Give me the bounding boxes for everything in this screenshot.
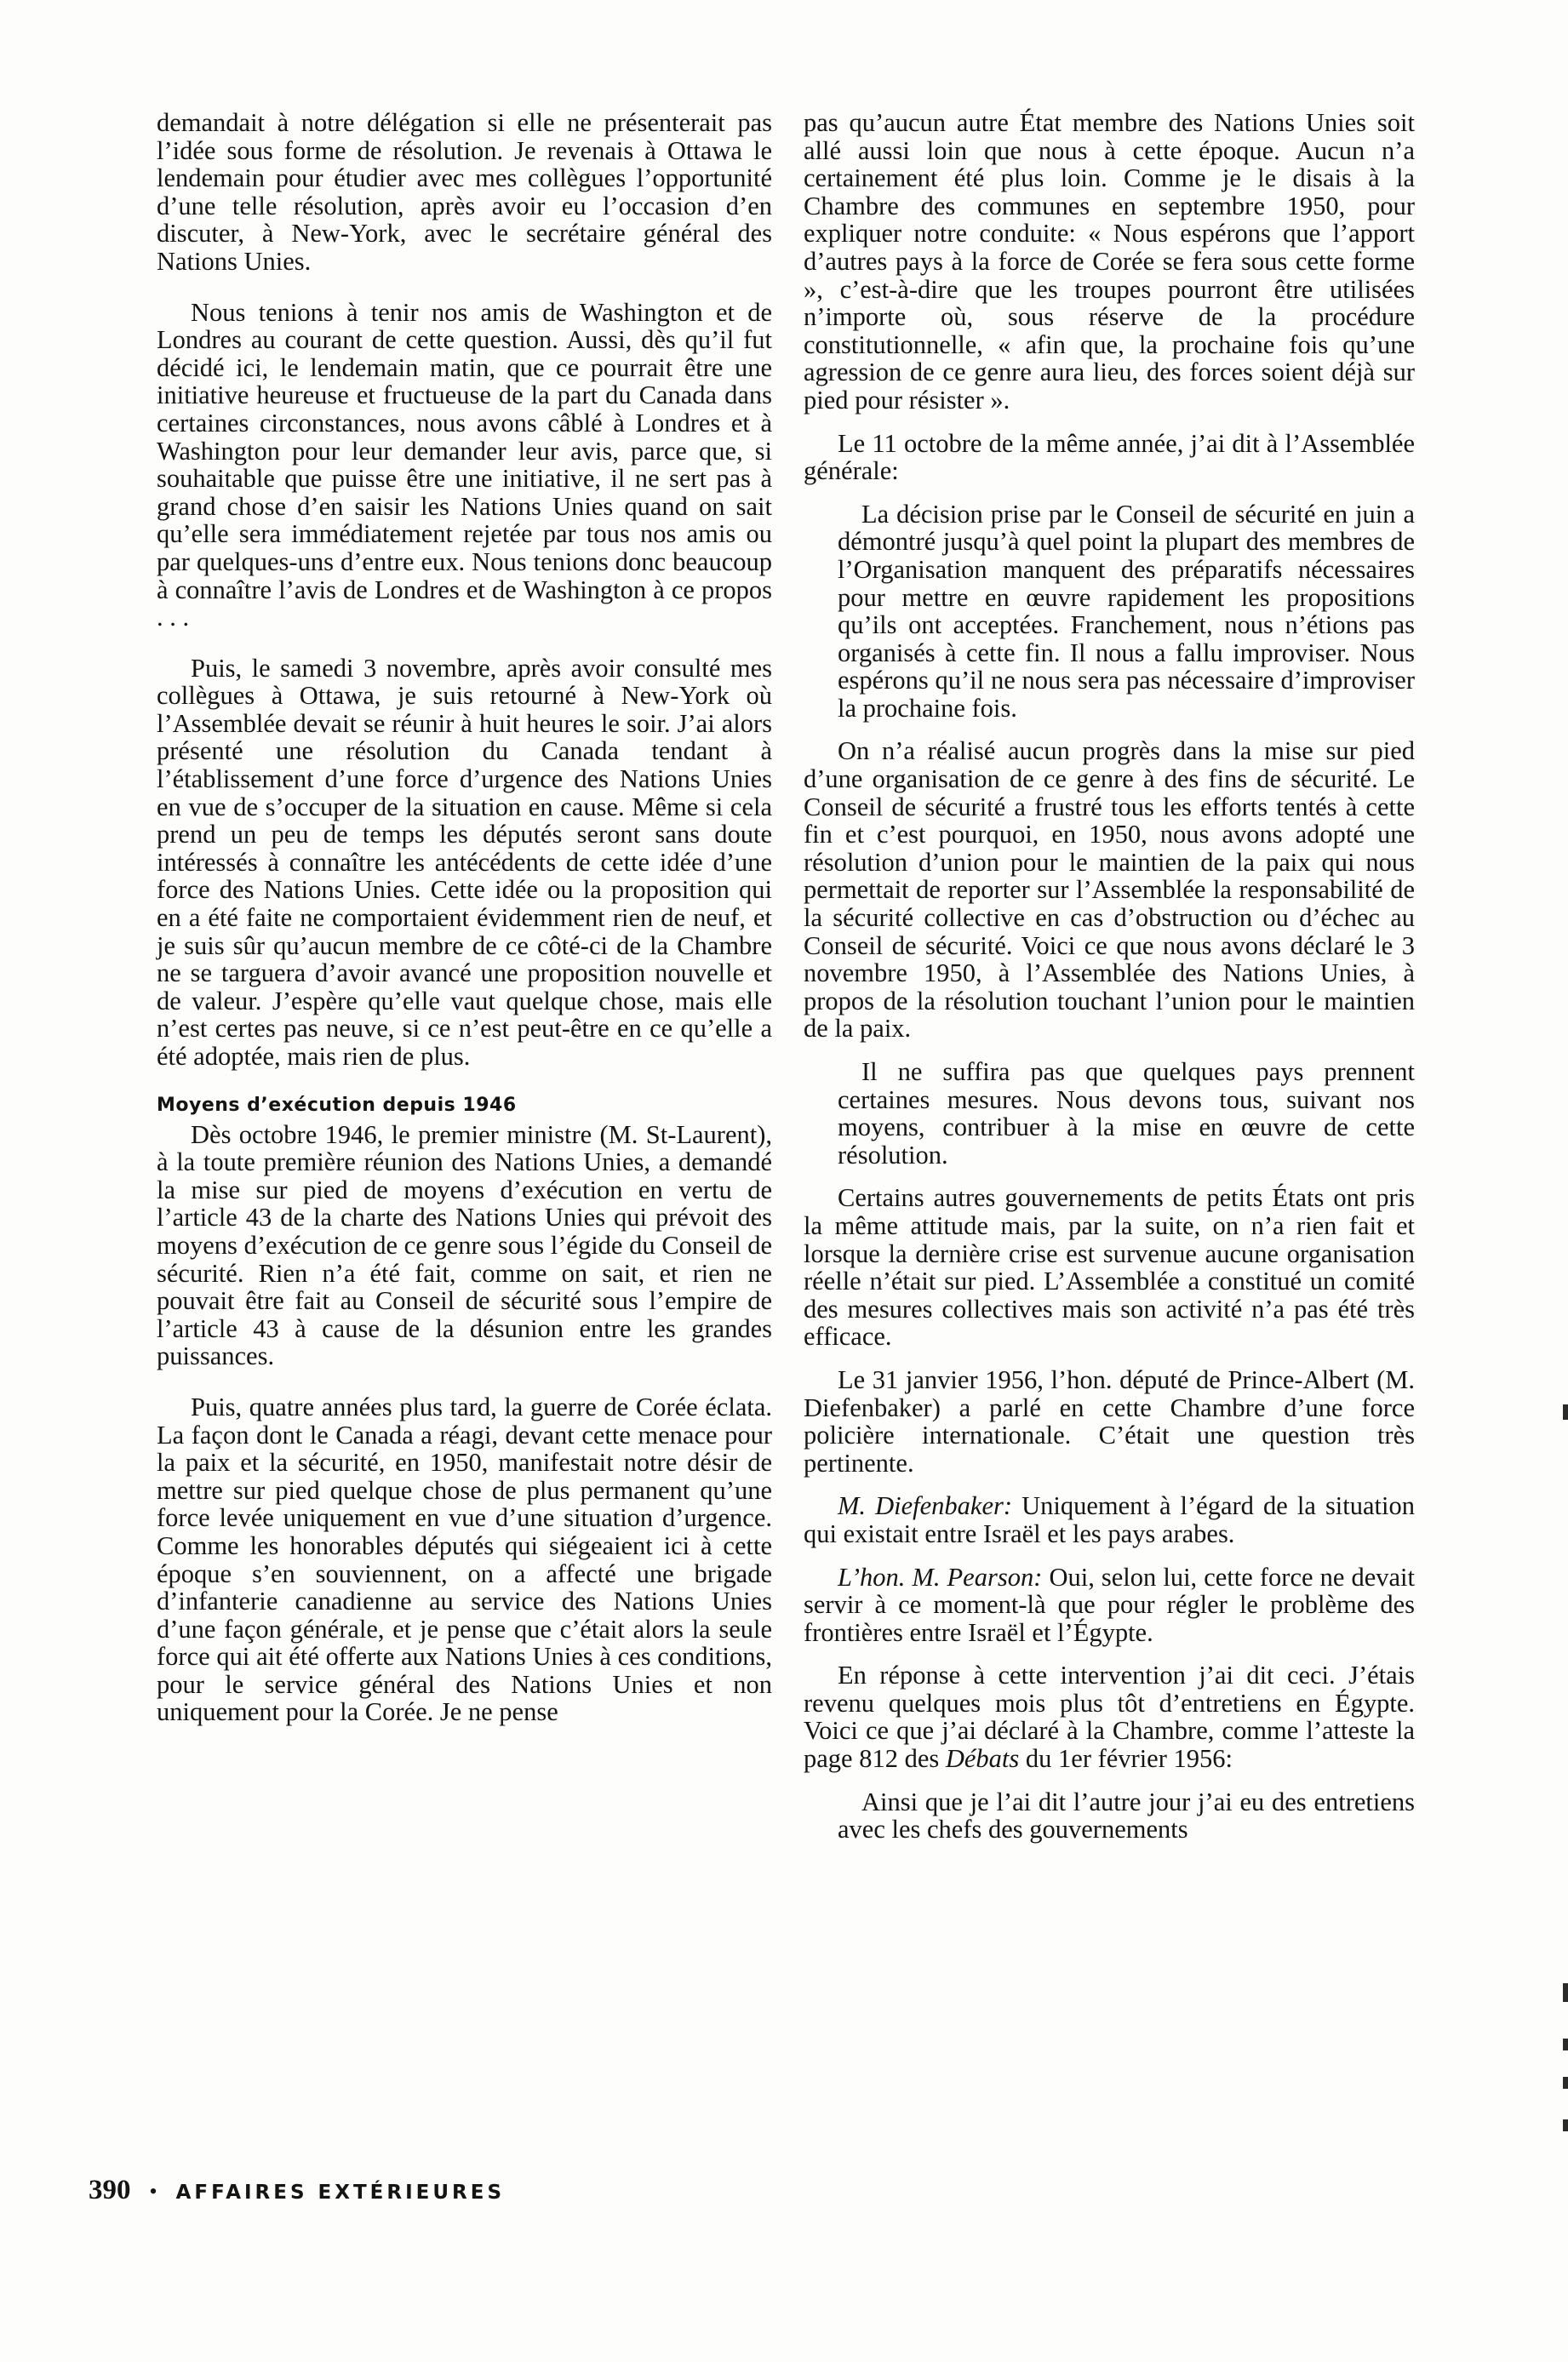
body-paragraph: Nous tenions à tenir nos amis de Washington et de Londres au courant de cette question. Aussi, dès qu’il fut décidé ici, le lendemain matin, que ce pourrait être une initiative heureuse et fructueuse de la part du Canada dans certaines circonstances, nous avons câblé à Londres et à Washington pour leur demander leur avis, parce que, si souhaitable que puisse être une initiative, il ne sert pas à grand chose d’en saisir les Nations Unies quand on sait qu’elle sera immédiatement rejetée par tous nos amis ou par quelques-uns d’entre eux. Nous tenions donc beaucoup à connaître l’avis de Londres et de Washington à ce propos . . . [157, 297, 772, 632]
scan-edge-mark [1563, 2119, 1568, 2131]
body-paragraph: Puis, quatre années plus tard, la guerre de Corée éclata. La façon dont le Canada a réagi, devant cette menace pour la paix et la sécurité, en 1950, manifestait notre désir de mettre sur pied quelque chose de plus permanent qu’une force levée uniquement en vue d’une situation d’urgence. Comme les honorables députés qui siégeaient ici à cette époque s’en souviennent, on a affecté une brigade d’infanterie canadienne au service des Nations Unies d’une façon générale, et je pense que c’était alors la seule force qui ait été offerte aux Nations Unies à ces conditions, pour le service général des Nations Unies et non uniquement pour la Corée. Je ne pense [157, 1392, 772, 1727]
body-paragraph [804, 1661, 1415, 1772]
body-paragraph: demandait à notre délégation si elle ne présenterait pas l’idée sous forme de résolution. Je revenais à Ottawa le lendemain pour étudier avec mes collègues l’opportunité d’une telle résolution, après avoir eu l’occasion d’en discuter, à New-York, avec le secrétaire général des Nations Unies. [157, 108, 772, 276]
dialogue-paragraph [804, 1492, 1415, 1547]
body-paragraph: On n’a réalisé aucun progrès dans la mise sur pied d’une organisation de ce genre à des fins de sécurité. Le Conseil de sécurité a frustré tous les efforts tentés à cette fin et c’est pourquoi, en 1950, nous avons adopté une résolution d’union pour le maintien de la paix qui nous permettait de reporter sur l’Assemblée la responsabilité de la sécurité collective en cas d’obstruction ou d’échec au Conseil de sécurité. Voici ce que nous avons déclaré le 3 novembre 1950, à l’Assemblée des Nations Unies, à propos de la résolution touchant l’union pour le maintien de la paix. [804, 736, 1415, 1044]
footer-separator: • [149, 2179, 157, 2204]
page-footer [89, 2175, 505, 2209]
scan-edge-mark [1563, 1983, 1568, 2002]
body-paragraph: Le 11 octobre de la même année, j’ai dit à l’Assemblée générale: [804, 428, 1415, 486]
publication-title: Débats [945, 1744, 1020, 1774]
block-quote: Il ne suffira pas que quelques pays prennent certaines mesures. Nous devons tous, suivant nos moyens, contribuer à la mise en œuvre de cette résolution. [838, 1057, 1415, 1170]
speech-text: Oui, selon lui, cette force ne devait servir à ce moment-là que pour régler le problème des frontières entre Israël et l’Égypte. [804, 1562, 1415, 1647]
body-paragraph: Dès octobre 1946, le premier ministre (M. St-Laurent), à la toute première réunion des Nations Unies, a demandé la mise sur pied de moyens d’exécution en vertu de l’article 43 de la charte des Nations Unies qui prévoit des moyens d’exécution de ce genre sous l’égide du Conseil de sécurité. Rien n’a été fait, comme on sait, et rien ne pouvait être fait au Conseil de sécurité sous l’empire de l’article 43 à cause de la désunion entre les grandes puissances. [157, 1119, 772, 1371]
paragraph-text: du 1er février 1956: [1019, 1744, 1233, 1774]
running-title: AFFAIRES EXTÉRIEURES [175, 2182, 506, 2204]
left-column [157, 109, 772, 1749]
scan-edge-mark [1563, 2039, 1568, 2050]
block-quote: Ainsi que je l’ai dit l’autre jour j’ai eu des entretiens avec les chefs des gouvernements [838, 1787, 1415, 1844]
speaker-name: L’hon. M. Pearson: [838, 1562, 1043, 1592]
paragraph-text: En réponse à cette intervention j’ai dit ceci. J’étais revenu quelques mois plus tôt d’entretiens en Égypte. Voici ce que j’ai déclaré à la Chambre, comme l’atteste la page 812 des [804, 1661, 1415, 1774]
body-paragraph: Certains autres gouvernements de petits États ont pris la même attitude mais, par la suite, on n’a rien fait et lorsque la dernière crise est survenue aucune organisation réelle n’était sur pied. L’Assemblée a constitué un comité des mesures collectives mais son activité n’a pas été très efficace. [804, 1183, 1415, 1352]
page-number: 390 [89, 2175, 131, 2205]
dialogue-paragraph [804, 1564, 1415, 1647]
block-quote: La décision prise par le Conseil de sécurité en juin a démontré jusqu’à quel point la plupart des membres de l’Organisation manquent des préparatifs nécessaires pour mettre en œuvre rapidement les propositions qu’ils ont acceptées. Franchement, nous n’étions pas organisés à cette fin. Il nous a fallu improviser. Nous espérons qu’il ne nous sera pas nécessaire d’improviser la prochaine fois. [838, 499, 1415, 723]
body-paragraph: Puis, le samedi 3 novembre, après avoir consulté mes collègues à Ottawa, je suis retourné à New-York où l’Assemblée devait se réunir à huit heures le soir. J’ai alors présenté une résolution du Canada tendant à l’établissement d’une force d’urgence des Nations Unies en vue de s’occuper de la situation en cause. Même si cela prend un peu de temps les députés seront sans doute intéressés à connaître les antécédents de cette idée d’une force des Nations Unies. Cette idée ou la proposition qui en a été faite ne comportaient évidemment rien de neuf, et je suis sûr qu’aucun membre de ce côté-ci de la Chambre ne se targuera d’avoir avancé une proposition nouvelle et de valeur. J’espère qu’elle vaut quelque chose, mais elle n’est certes pas neuve, si ce n’est peut-être en ce qu’elle a été adoptée, mais rien de plus. [157, 653, 772, 1071]
section-subheading: Moyens d’exécution depuis 1946 [157, 1094, 517, 1116]
speech-text: Uniquement à l’égard de la situation qui existait entre Israël et les pays arabes. [804, 1491, 1415, 1548]
scan-edge-mark [1563, 1404, 1568, 1420]
speaker-name: M. Diefenbaker: [838, 1491, 1013, 1521]
page-edge-artifacts [1559, 0, 1568, 2362]
right-column [804, 109, 1415, 1859]
body-paragraph: pas qu’aucun autre État membre des Nations Unies soit allé aussi loin que nous à cette époque. Aucun n’a certainement été plus loin. Comme je le disais à la Chambre des communes en septembre 1950, pour expliquer notre conduite: « Nous espérons que l’apport d’autres pays à la force de Corée se fera sous cette forme », c’est-à-dire que les troupes pourront être utilisées n’importe où, sous réserve de la procédure constitutionnelle, « afin que, la prochaine fois qu’une agression de ce genre aura lieu, des forces soient déjà sur pied pour résister ». [804, 108, 1415, 415]
body-paragraph: Le 31 janvier 1956, l’hon. député de Prince-Albert (M. Diefenbaker) a parlé en cette Chambre d’une force policière internationale. C’était une question très pertinente. [804, 1364, 1415, 1478]
scan-edge-mark [1563, 2077, 1568, 2089]
